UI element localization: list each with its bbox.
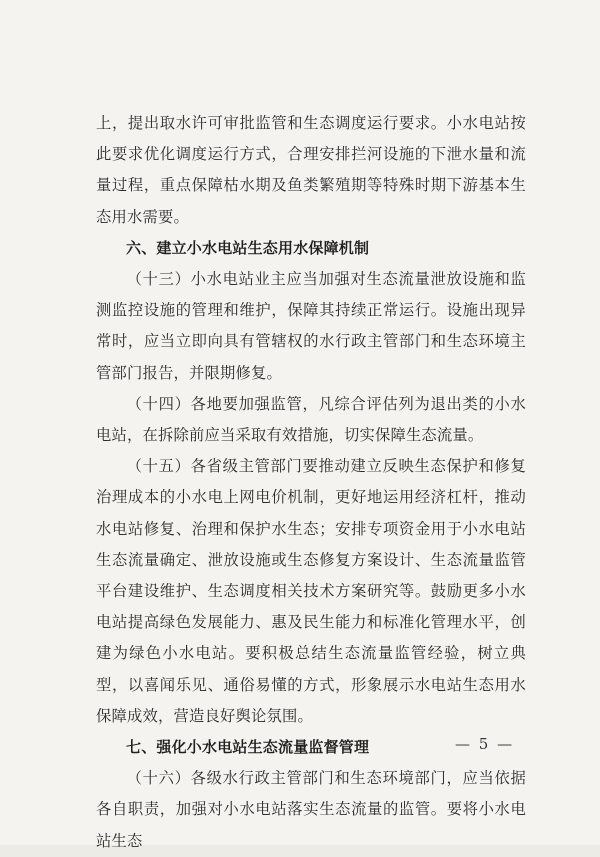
section-heading-6: 六、建立小水电站生态用水保障机制	[126, 238, 370, 257]
paragraph-15: （十五）各省级主管部门要推动建立反映生态保护和修复治理成本的小水电上网电价机制，更好地运用经济杠杆，推动水电站修复、治理和保护水生态；安排专项资金用于小水电站生态流量确定、泄放设施或生态修复方案设计、生态流量监管平台建设维护、生态调度相关技术方案研究等。鼓励更多小水电站提高绿色发展能力、惠及民生能力和标准化管理水平，创建为绿色小水电站。要积极总结生态流量监管经验，树立典型，以喜闻乐见、通俗易懂的方式，形象展示水电站生态用水保障成效，营造良好舆论氛围。	[96, 457, 526, 725]
page-number: — 5 —	[455, 735, 515, 753]
paragraph-16: （十六）各级水行政主管部门和生态环境部门，应当依据各自职责，加强对小水电站落实生态流量的监管。要将小水电站生态	[96, 769, 526, 850]
paragraph-continued: 上，提出取水许可审批监管和生态调度运行要求。小水电站按此要求优化调度运行方式，合理安排拦河设施的下泄水量和流量过程，重点保障枯水期及鱼类繁殖期等特殊时期下游基本生态用水需要。	[96, 114, 526, 226]
section-heading-7: 七、强化小水电站生态流量监督管理	[126, 738, 370, 757]
paragraph-13: （十三）小水电站业主应当加强对生态流量泄放设施和监测监控设施的管理和维护，保障其持续正常运行。设施出现异常时，应当立即向具有管辖权的水行政主管部门和生态环境主管部门报告，并限期修复。	[96, 270, 526, 382]
paragraph-14: （十四）各地要加强监管，凡综合评估列为退出类的小水电站，在拆除前应当采取有效措施，切实保障生态流量。	[96, 394, 526, 445]
